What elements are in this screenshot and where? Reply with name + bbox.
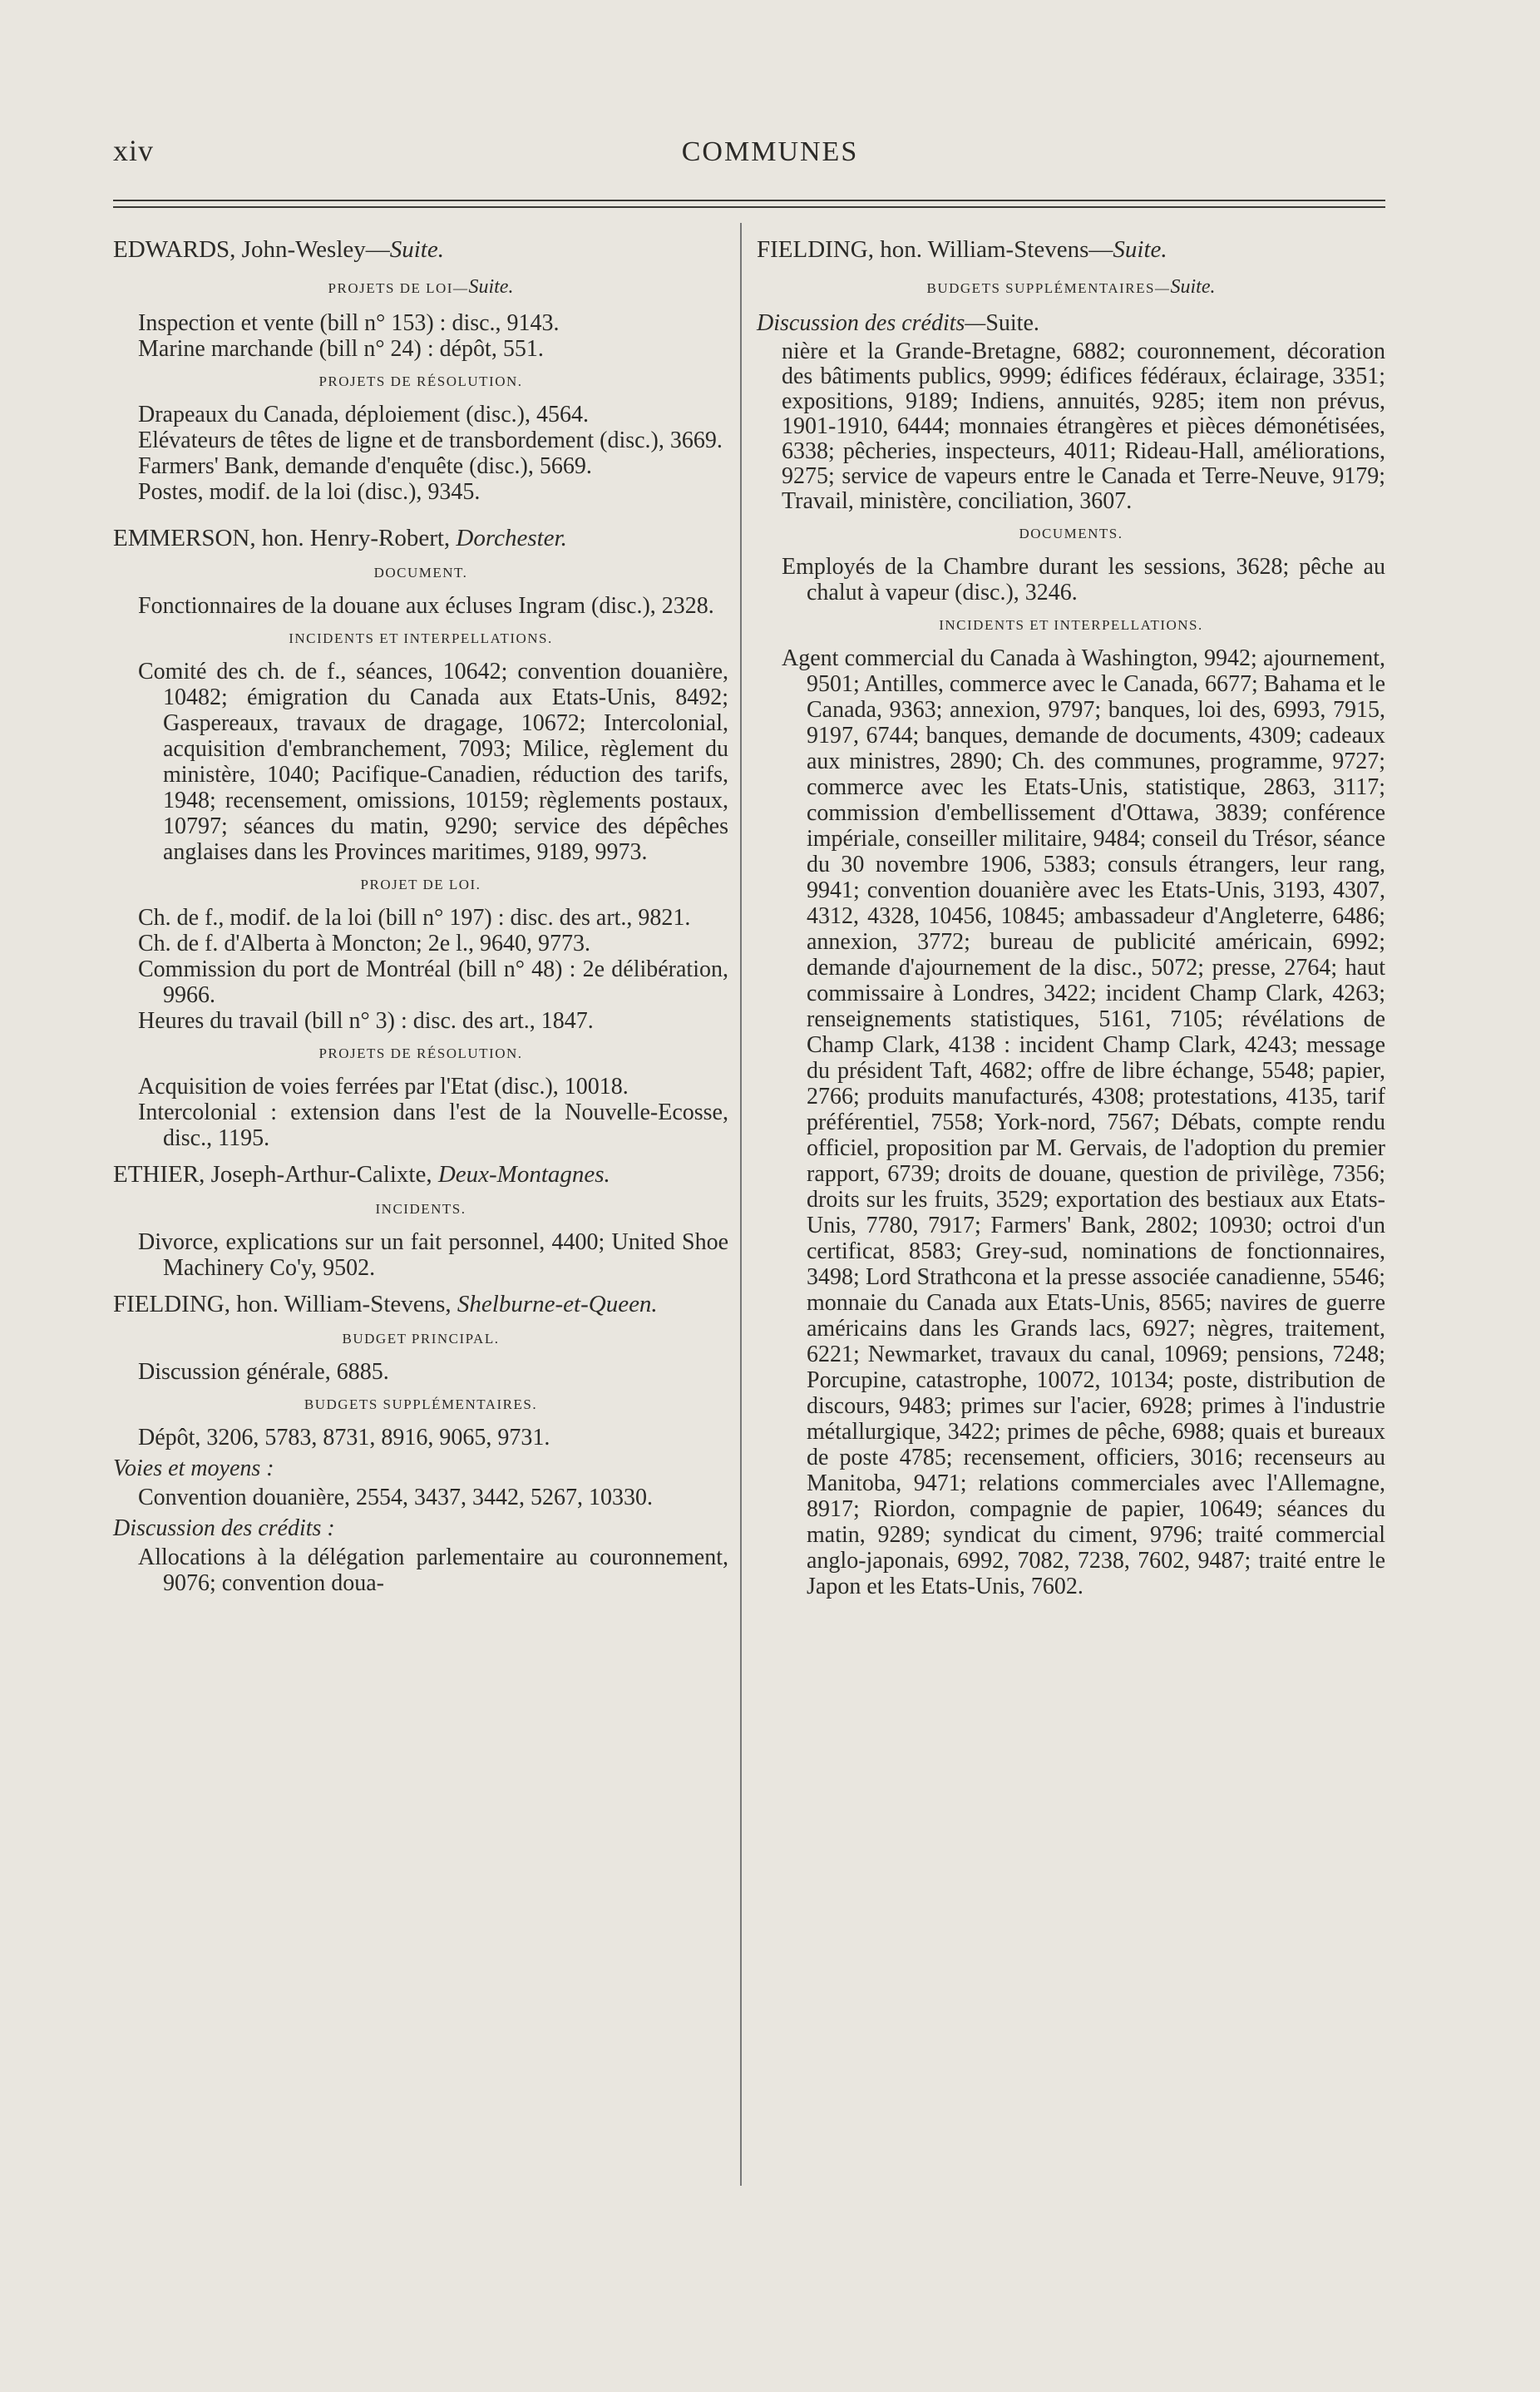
list-item: Marine marchande (bill n° 24) : dépôt, 551. bbox=[138, 336, 544, 362]
right-column bbox=[757, 235, 1385, 1599]
section-documents: DOCUMENTS. bbox=[1019, 526, 1123, 541]
list-item: Ch. de f., modif. de la loi (bill n° 197) : disc. des art., 9821. bbox=[138, 905, 691, 931]
section-resolution: PROJETS DE RÉSOLUTION. bbox=[318, 1045, 523, 1061]
incidents-paragraph: Comité des ch. de f., séances, 10642; convention douanière, 10482; émigration du Canada aux Etats-Unis, 8492; Gaspereaux, travaux de dragage, 10672; Intercolonial, acquisition d'embranchement, 7093; Milice, règlement du ministère, 1040; Pacifique-Canadien, réduction des tarifs, 1948; recensement, omissions, 10159; règlements postaux, 10797; séances du matin, 9290; service des dépêches anglaises dans les Provinces maritimes, 9189, 9973. bbox=[138, 659, 728, 865]
column-divider bbox=[740, 223, 742, 2186]
left-column bbox=[113, 235, 728, 1596]
list-item: Intercolonial : extension dans l'est de la Nouvelle-Ecosse, disc., 1195. bbox=[138, 1100, 728, 1151]
list-item: Dépôt, 3206, 5783, 8731, 8916, 9065, 9731. bbox=[138, 1425, 550, 1451]
list-item: Commission du port de Montréal (bill n° 48) : 2e délibération, 9966. bbox=[138, 956, 728, 1008]
page-number: xiv bbox=[113, 134, 155, 167]
entry-fielding-suite: FIELDING, hon. William-Stevens—Suite. bbox=[757, 236, 1167, 263]
section-budgets-supplementaires: BUDGETS SUPPLÉMENTAIRES—Suite. bbox=[926, 276, 1216, 298]
list-item: Elévateurs de têtes de ligne et de transbordement (disc.), 3669. bbox=[138, 427, 723, 453]
list-item: Employés de la Chambre durant les sessions, 3628; pêche au chalut à vapeur (disc.), 3246. bbox=[782, 554, 1385, 605]
running-title: COMMUNES bbox=[681, 136, 859, 167]
list-item: Heures du travail (bill n° 3) : disc. des art., 1847. bbox=[138, 1008, 594, 1034]
section-budgets-supplementaires: BUDGETS SUPPLÉMENTAIRES. bbox=[304, 1396, 538, 1412]
list-item: Convention douanière, 2554, 3437, 3442, 5267, 10330. bbox=[138, 1485, 654, 1510]
list-item: Inspection et vente (bill n° 153) : disc., 9143. bbox=[138, 310, 560, 336]
section-document: DOCUMENT. bbox=[373, 565, 468, 581]
header-rule bbox=[113, 200, 1385, 213]
section-incidents: INCIDENTS ET INTERPELLATIONS. bbox=[289, 630, 553, 646]
list-item: Farmers' Bank, demande d'enquête (disc.), 5669. bbox=[138, 453, 592, 479]
entry-emmerson: EMMERSON, hon. Henry-Robert, Dorchester. bbox=[113, 525, 567, 551]
list-item: Postes, modif. de la loi (disc.), 9345. bbox=[138, 479, 481, 505]
incidents-paragraph: Agent commercial du Canada à Washington, 9942; ajournement, 9501; Antilles, commerce avec le Canada, 6677; Bahama et le Canada, 9363; annexion, 9797; banques, loi des, 6993, 7915, 9197, 6744; banques, demande de documents, 4309; cadeaux aux ministres, 2890; Ch. des communes, programme, 9727; commerce avec les Etats-Unis, statistique, 2863, 3117; commission d'embellissement d'Ottawa, 3839; conférence impériale, conseiller militaire, 9484; conseil du Trésor, séance du 30 novembre 1906, 5383; consuls étrangers, leur rang, 9941; convention douanière avec les Etats-Unis, 3193, 4307, 4312, 4328, 10456, 10845; ambassadeur d'Angleterre, 6486; annexion, 3772; bureau de publicité américain, 6992; demande d'ajournement de la disc., 5072; presse, 2764; haut commissaire à Londres, 3422; incident Champ Clark, 4263; renseignements statistiques, 5161, 7105; révélations de Champ Clark, 4138 : incident Champ Clark, 4243; message du président Taft, 4682; offre de libre échange, 5548; papier, 2766; produits manufacturés, 4308; protestations, 4135, tarif préférentiel, 7558; York-nord, 7567; Débats, compte rendu officiel, proposition par M. Gervais, de l'adoption du premier rapport, 6739; droits de douane, question de privilège, 7356; droits sur les fruits, 3529; exportation des bestiaux aux Etats-Unis, 7780, 7917; Farmers' Bank, 2802; 10930; octroi d'un certificat, 8583; Grey-sud, nominations de fonctionnaires, 3498; Lord Strathcona et la presse associée canadienne, 5546; monnaie du Canada aux Etats-Unis, 8565; navires de guerre américains dans les Grands lacs, 6927; nègres, traitement, 6221; Newmarket, travaux du canal, 10969; pensions, 7248; Porcupine, catastrophe, 10072, 10134; poste, distribution de discours, 9483; primes sur l'acier, 6928; primes à l'industrie métallurgique, 3422; primes de pêche, 6988; quais et bureaux de poste 4785; recensement, officiers, 3016; recenseurs au Manitoba, 9471; relations commerciales avec l'Allemagne, 8917; Riordon, compagnie de papier, 10649; séances du matin, 9289; syndicat du ciment, 9796; traité commercial anglo-japonais, 6992, 7082, 7238, 7602, 9487; traité entre le Japon et les Etats-Unis, 7602. bbox=[782, 645, 1385, 1599]
section-incidents: INCIDENTS ET INTERPELLATIONS. bbox=[939, 617, 1203, 633]
entry-edwards: EDWARDS, John-Wesley—Suite. bbox=[113, 236, 444, 263]
list-item: Allocations à la délégation parlementaire au couronnement, 9076; convention doua- bbox=[138, 1544, 728, 1596]
credits-paragraph: nière et la Grande-Bretagne, 6882; couronnement, décoration des bâtiments publics, 9999; édifices fédéraux, éclairage, 3351; expositions, 9189; Indiens, annuités, 9285; item non prévus, 1901-1910, 6444; monnaies étrangères et pièces démonétisées, 6338; pêcheries, inspecteurs, 4011; Rideau-Hall, améliorations, 9275; service de vapeurs entre le Canada et Terre-Neuve, 9179; Travail, ministère, conciliation, 3607. bbox=[782, 339, 1385, 514]
subsection-discussion-credits: Discussion des crédits—Suite. bbox=[757, 310, 1039, 336]
list-item: Ch. de f. d'Alberta à Moncton; 2e l., 9640, 9773. bbox=[138, 931, 590, 956]
list-item: Drapeaux du Canada, déploiement (disc.), 4564. bbox=[138, 402, 589, 427]
section-incidents: INCIDENTS. bbox=[375, 1201, 466, 1217]
page-header bbox=[0, 133, 1540, 183]
section-budget-principal: BUDGET PRINCIPAL. bbox=[342, 1331, 500, 1347]
section-resolution: PROJETS DE RÉSOLUTION. bbox=[318, 373, 523, 389]
subsection-discussion-credits: Discussion des crédits : bbox=[113, 1515, 335, 1541]
list-item: Fonctionnaires de la douane aux écluses Ingram (disc.), 2328. bbox=[138, 593, 714, 619]
entry-fielding: FIELDING, hon. William-Stevens, Shelburne-et-Queen. bbox=[113, 1291, 658, 1317]
incidents-paragraph: Divorce, explications sur un fait personnel, 4400; United Shoe Machinery Co'y, 9502. bbox=[138, 1229, 728, 1281]
section-projet-loi: PROJET DE LOI. bbox=[360, 877, 481, 892]
section-projets-loi: PROJETS DE LOI—Suite. bbox=[328, 276, 514, 298]
list-item: Acquisition de voies ferrées par l'Etat (disc.), 10018. bbox=[138, 1074, 629, 1100]
entry-ethier: ETHIER, Joseph-Arthur-Calixte, Deux-Montagnes. bbox=[113, 1161, 610, 1188]
list-item: Discussion générale, 6885. bbox=[138, 1359, 389, 1385]
subsection-voies-moyens: Voies et moyens : bbox=[113, 1455, 274, 1481]
